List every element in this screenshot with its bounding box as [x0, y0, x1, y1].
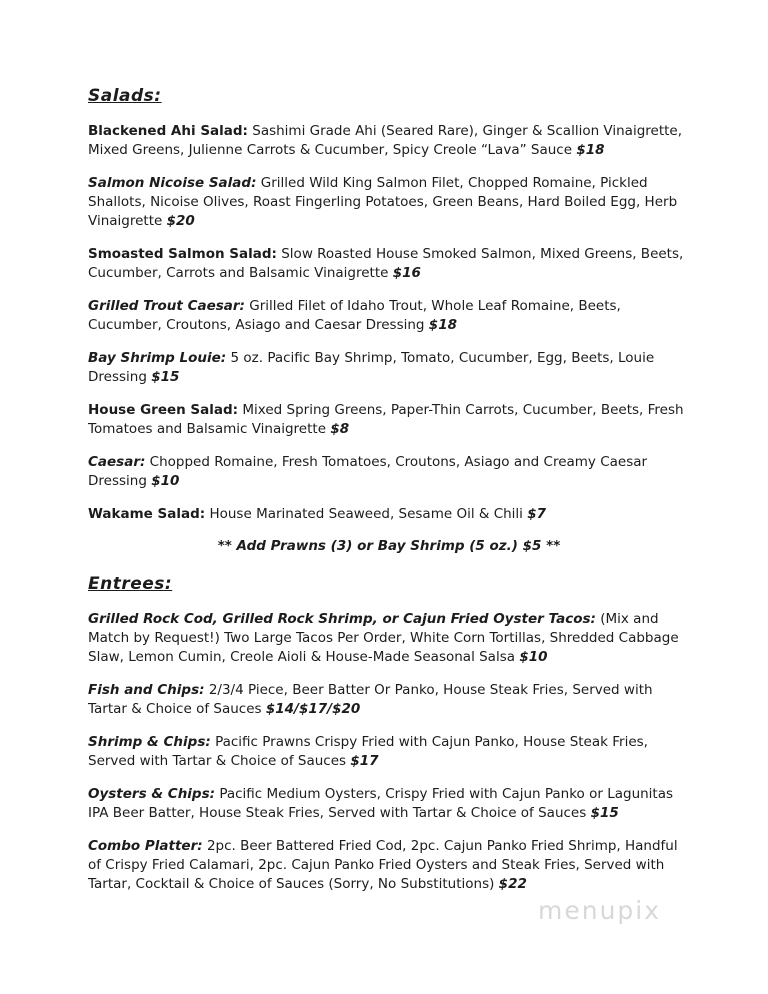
section-salads — [88, 86, 690, 554]
item-name: Combo Platter: — [88, 838, 203, 854]
menu-item-salmon-nicoise-salad — [88, 174, 690, 231]
item-description: Slow Roasted House Smoked Salmon, Mixed Greens, Beets, Cucumber, Carrots and Balsamic Vinaigrette — [88, 246, 684, 281]
item-price: $18 — [428, 317, 457, 333]
menu-item-bay-shrimp-louie — [88, 349, 690, 387]
item-description: Pacific Medium Oysters, Crispy Fried with Cajun Panko or Lagunitas IPA Beer Batter, House Steak Fries, Served with Tartar & Choice of Sauces — [88, 786, 674, 821]
menupix-watermark: menupix — [538, 896, 662, 925]
section-entrees — [88, 574, 690, 894]
item-price: $8 — [330, 421, 350, 437]
item-description: Pacific Prawns Crispy Fried with Cajun Panko, House Steak Fries, Served with Tartar & Choice of Sauces — [88, 734, 648, 769]
salads-heading: Salads: — [88, 86, 162, 106]
item-name: Shrimp & Chips: — [88, 734, 211, 750]
item-price: $14/$17/$20 — [265, 701, 361, 717]
item-description: Grilled Wild King Salmon Filet, Chopped Romaine, Pickled Shallots, Nicoise Olives, Roast Fingerling Potatoes, Green Beans, Hard Boiled Egg, Herb Vinaigrette — [88, 175, 678, 229]
menu-item-caesar — [88, 453, 690, 491]
item-price: $15 — [590, 805, 619, 821]
item-description: Mixed Spring Greens, Paper-Thin Carrots, Cucumber, Beets, Fresh Tomatoes and Balsamic Vinaigrette — [88, 402, 684, 437]
add-ons-note: ** Add Prawns (3) or Bay Shrimp (5 oz.) $5 ** — [217, 538, 561, 554]
item-name: Bay Shrimp Louie: — [88, 350, 227, 366]
item-name: Grilled Trout Caesar: — [88, 298, 245, 314]
item-name: House Green Salad: — [88, 402, 239, 418]
menu-item-fish-and-chips — [88, 681, 690, 719]
item-name: Oysters & Chips: — [88, 786, 216, 802]
item-name: Caesar: — [88, 454, 146, 470]
item-name: Blackened Ahi Salad: — [88, 123, 248, 139]
item-price: $18 — [576, 142, 605, 158]
item-description: House Marinated Seaweed, Sesame Oil & Chili — [209, 506, 523, 522]
item-price: $20 — [166, 213, 195, 229]
menu-item-combo-platter — [88, 837, 690, 894]
entrees-heading: Entrees: — [88, 574, 173, 594]
menu-item-shrimp-and-chips — [88, 733, 690, 771]
item-name: Wakame Salad: — [88, 506, 206, 522]
item-description: Grilled Filet of Idaho Trout, Whole Leaf Romaine, Beets, Cucumber, Croutons, Asiago and Caesar Dressing — [88, 298, 621, 333]
item-description: 2pc. Beer Battered Fried Cod, 2pc. Cajun Panko Fried Shrimp, Handful of Crispy Fried Calamari, 2pc. Cajun Panko Fried Oysters and Steak Fries, Served with Tartar, Cocktail & Choice of Sauces (Sorry, No Substitutions) — [88, 838, 678, 892]
item-price: $22 — [498, 876, 527, 892]
item-name: Fish and Chips: — [88, 682, 205, 698]
menu-item-oysters-and-chips — [88, 785, 690, 823]
menu-item-wakame-salad — [88, 505, 690, 524]
item-description: (Mix and Match by Request!) Two Large Tacos Per Order, White Corn Tortillas, Shredded Cabbage Slaw, Lemon Cumin, Creole Aioli & House-Made Seasonal Salsa — [88, 611, 679, 665]
menu-item-house-green-salad — [88, 401, 690, 439]
item-name: Smoasted Salmon Salad: — [88, 246, 277, 262]
menu-item-smoasted-salmon-salad — [88, 245, 690, 283]
item-price: $15 — [151, 369, 180, 385]
item-description: Sashimi Grade Ahi (Seared Rare), Ginger & Scallion Vinaigrette, Mixed Greens, Julienne Carrots & Cucumber, Spicy Creole “Lava” Sauce — [88, 123, 683, 158]
item-description: 5 oz. Pacific Bay Shrimp, Tomato, Cucumber, Egg, Beets, Louie Dressing — [88, 350, 655, 385]
item-description: Chopped Romaine, Fresh Tomatoes, Croutons, Asiago and Creamy Caesar Dressing — [88, 454, 648, 489]
item-name: Salmon Nicoise Salad: — [88, 175, 257, 191]
item-price: $16 — [392, 265, 421, 281]
menu-item-tacos — [88, 610, 690, 667]
item-price: $10 — [519, 649, 548, 665]
item-name: Grilled Rock Cod, Grilled Rock Shrimp, or Cajun Fried Oyster Tacos: — [88, 611, 596, 627]
menu-item-blackened-ahi-salad — [88, 122, 690, 160]
menu-item-grilled-trout-caesar — [88, 297, 690, 335]
item-price: $17 — [350, 753, 379, 769]
item-price: $7 — [527, 506, 547, 522]
item-price: $10 — [151, 473, 180, 489]
item-description: 2/3/4 Piece, Beer Batter Or Panko, House Steak Fries, Served with Tartar & Choice of Sauces — [88, 682, 653, 717]
